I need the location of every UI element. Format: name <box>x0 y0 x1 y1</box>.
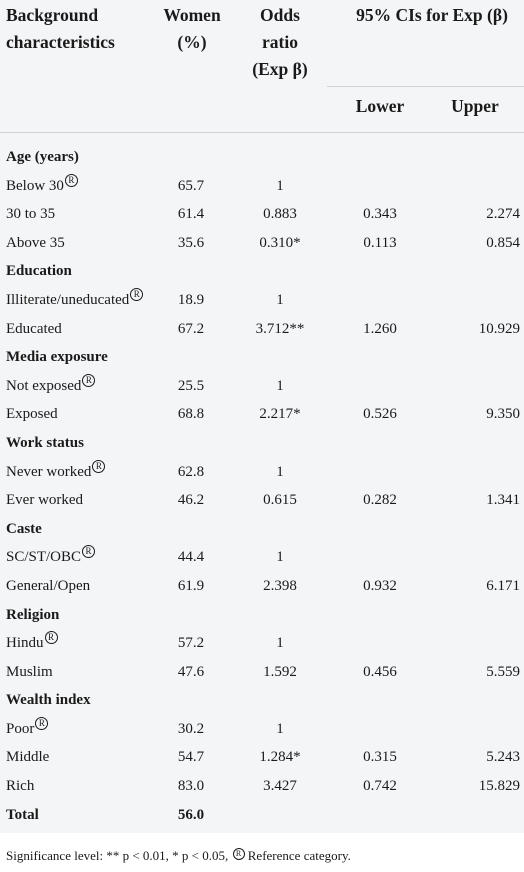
table-row <box>0 658 524 687</box>
cell-women: 47.6 <box>177 663 205 680</box>
footnote-text: Significance level: ** p < 0.01, * p < 0.05, <box>6 848 229 863</box>
table-row <box>0 286 524 315</box>
cell-ci-lower: 0.113 <box>363 234 397 251</box>
table-row <box>0 743 524 772</box>
row-label-wrap <box>6 286 143 315</box>
row-label: Caste <box>6 520 42 537</box>
reference-category-icon: R <box>82 374 95 387</box>
cell-odds-ratio: 1.592 <box>263 663 297 680</box>
cell-odds-ratio: 0.615 <box>263 492 297 509</box>
header-ci: 95% CIs for Exp (β) <box>356 5 508 25</box>
cell-ci-lower: 0.343 <box>363 206 397 223</box>
cell-ci-upper: 9.350 <box>486 406 520 423</box>
row-label: Age (years) <box>6 149 79 165</box>
cell-odds-ratio: 1 <box>276 463 284 480</box>
row-label-wrap <box>6 372 95 401</box>
cell-women: 54.7 <box>177 749 205 766</box>
row-label: Work status <box>6 434 84 451</box>
cell-ci-upper: 10.929 <box>478 320 520 337</box>
table-row <box>0 200 524 229</box>
header-line: characteristics <box>6 32 115 52</box>
table-row <box>0 543 524 572</box>
header-lower: Lower <box>355 96 405 116</box>
reference-category-icon: R <box>35 717 48 730</box>
reference-category-icon: R <box>130 288 143 301</box>
cell-women: 61.4 <box>177 206 205 223</box>
row-label: Poor <box>6 720 35 737</box>
row-label: Middle <box>6 749 50 766</box>
cell-women: 61.9 <box>177 577 205 594</box>
table-row <box>0 715 524 744</box>
reference-category-icon: R <box>82 545 95 558</box>
row-label: Education <box>6 263 72 280</box>
cell-ci-upper: 5.243 <box>486 749 520 766</box>
ci-subheader-rule <box>327 86 524 87</box>
footnote-ref-text: Reference category. <box>247 848 351 863</box>
cell-ci-lower: 0.315 <box>363 749 397 766</box>
cell-women: 57.2 <box>177 635 205 652</box>
row-label: Exposed <box>6 406 58 423</box>
header-women <box>157 2 227 56</box>
cell-ci-upper: 6.171 <box>486 577 520 594</box>
row-label: 30 to 35 <box>6 206 56 223</box>
row-label: Religion <box>6 606 60 623</box>
reference-category-icon: R <box>65 174 78 187</box>
cell-ci-lower: 0.282 <box>363 492 397 509</box>
header-line: Odds <box>260 5 300 25</box>
cell-ci-upper: 15.829 <box>478 778 520 795</box>
cell-ci-lower: 0.742 <box>363 778 397 795</box>
cell-ci-upper: 5.559 <box>486 663 520 680</box>
table-body <box>0 143 524 829</box>
cell-women: 67.2 <box>177 320 205 337</box>
row-label: Not exposed <box>6 377 82 394</box>
table-row <box>0 372 524 401</box>
cell-ci-upper: 1.341 <box>486 492 520 509</box>
cell-odds-ratio: 1 <box>276 720 284 737</box>
row-label: General/Open <box>6 577 91 594</box>
table-row <box>0 572 524 601</box>
table-row <box>0 172 524 201</box>
header-line: ratio <box>262 32 298 52</box>
cell-women: 68.8 <box>177 406 205 423</box>
header-line: Background <box>6 5 99 25</box>
cell-women: 83.0 <box>177 778 205 795</box>
table-footnote <box>6 848 351 864</box>
section-row <box>0 343 524 372</box>
table-row <box>0 458 524 487</box>
section-row <box>0 601 524 630</box>
section-row <box>0 515 524 544</box>
row-label: Illiterate/uneducated <box>6 291 130 308</box>
row-label: SC/ST/OBC <box>6 549 82 566</box>
cell-odds-ratio: 1 <box>276 377 284 394</box>
table-row <box>0 400 524 429</box>
cell-women: 25.5 <box>177 377 205 394</box>
row-label: Wealth index <box>6 692 91 709</box>
row-label: Below 30 <box>6 177 64 194</box>
row-label-wrap <box>6 543 95 572</box>
reference-category-icon: R <box>45 631 58 644</box>
row-label-wrap <box>6 629 58 658</box>
row-label: Ever worked <box>6 492 84 509</box>
header-odds-ratio <box>245 2 315 83</box>
cell-odds-ratio: 1 <box>276 291 284 308</box>
cell-odds-ratio: 1 <box>276 177 284 194</box>
cell-odds-ratio: 1.284* <box>259 749 301 766</box>
cell-odds-ratio: 2.398 <box>263 577 297 594</box>
cell-women: 35.6 <box>177 234 205 251</box>
header-rule <box>0 132 524 133</box>
table-row <box>0 772 524 801</box>
cell-odds-ratio: 3.427 <box>263 778 297 795</box>
header-line: (Exp β) <box>252 59 308 79</box>
cell-ci-lower: 1.260 <box>363 320 397 337</box>
row-label-wrap <box>6 458 105 487</box>
row-label: Never worked <box>6 463 92 480</box>
cell-ci-lower: 0.932 <box>363 577 397 594</box>
reference-category-icon: R <box>92 460 105 473</box>
table-row <box>0 229 524 258</box>
row-label: Educated <box>6 320 62 337</box>
cell-odds-ratio: 1 <box>276 549 284 566</box>
row-label: Total <box>6 806 39 823</box>
cell-women: 44.4 <box>177 549 205 566</box>
row-label-wrap <box>6 172 78 201</box>
row-label: Media exposure <box>6 349 108 366</box>
cell-women: 46.2 <box>177 492 205 509</box>
cell-odds-ratio: 3.712** <box>255 320 305 337</box>
cell-ci-lower: 0.526 <box>363 406 397 423</box>
cell-ci-upper: 2.274 <box>486 206 520 223</box>
cell-women: 18.9 <box>177 291 205 308</box>
table-row <box>0 315 524 344</box>
cell-odds-ratio: 2.217* <box>259 406 301 423</box>
row-label: Muslim <box>6 663 53 680</box>
cell-women: 65.7 <box>177 177 205 194</box>
row-label-wrap <box>6 715 48 744</box>
row-label: Above 35 <box>6 234 65 251</box>
cell-ci-upper: 0.854 <box>486 234 520 251</box>
header-upper: Upper <box>451 96 499 116</box>
cell-women: 56.0 <box>177 806 205 823</box>
header-line: Women <box>163 5 221 25</box>
cell-ci-lower: 0.456 <box>363 663 397 680</box>
table-row <box>0 629 524 658</box>
section-row <box>0 429 524 458</box>
row-label: Hindu <box>6 635 44 652</box>
cell-odds-ratio: 0.883 <box>263 206 297 223</box>
cell-odds-ratio: 1 <box>276 635 284 652</box>
cell-odds-ratio: 0.310* <box>259 234 301 251</box>
reference-category-icon: R <box>233 848 245 860</box>
table-row <box>0 486 524 515</box>
cell-women: 62.8 <box>177 463 205 480</box>
section-row <box>0 686 524 715</box>
header-background-characteristics <box>6 2 115 56</box>
total-row <box>0 801 524 830</box>
row-label: Rich <box>6 778 35 795</box>
header-line: (%) <box>177 32 207 52</box>
section-row <box>0 257 524 286</box>
cell-women: 30.2 <box>177 720 205 737</box>
section-row <box>0 143 524 172</box>
